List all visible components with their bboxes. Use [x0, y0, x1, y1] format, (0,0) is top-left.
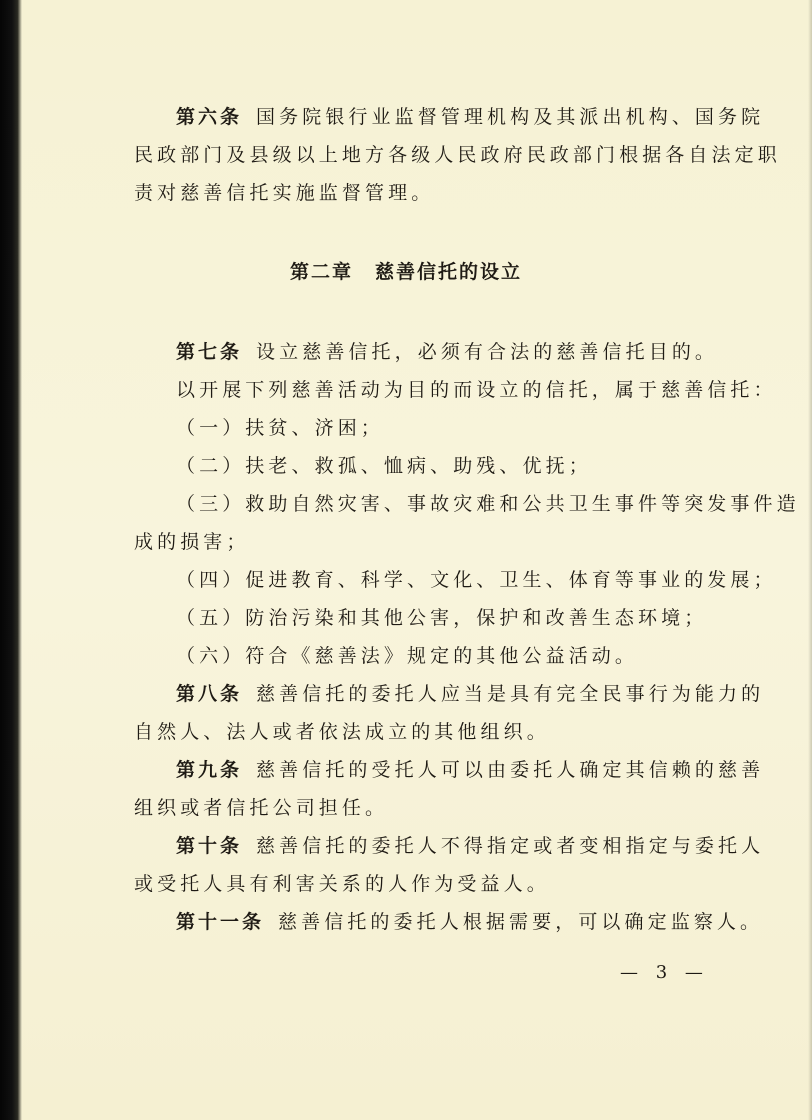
- article-9-heading: 第九条: [176, 759, 243, 781]
- chapter-title: 慈善信托的设立: [375, 261, 523, 283]
- page-number: — 3 —: [620, 962, 709, 983]
- article-7-text: 设立慈善信托，必须有合法的慈善信托目的。: [256, 341, 719, 363]
- list-item-2: （二）扶老、救孤、恤病、助残、优抚；: [176, 455, 592, 477]
- article-10-heading: 第十条: [176, 835, 243, 857]
- list-item-3-cont: 成的损害；: [134, 531, 250, 553]
- article-10-line-2: 或受托人具有利害关系的人作为受益人。: [134, 873, 550, 895]
- article-7-line-2: 以开展下列慈善活动为目的而设立的信托，属于慈善信托：: [176, 379, 777, 401]
- list-item-3: （三）救助自然灾害、事故灾难和公共卫生事件等突发事件造: [176, 493, 800, 515]
- article-8-line-2: 自然人、法人或者依法成立的其他组织。: [134, 721, 550, 743]
- article-7-line-1: [134, 333, 734, 371]
- article-9-line-2: 组织或者信托公司担任。: [134, 797, 389, 819]
- list-item-5: （五）防治污染和其他公害，保护和改善生态环境；: [176, 607, 708, 629]
- article-6-text: 国务院银行业监督管理机构及其派出机构、国务院: [256, 106, 765, 128]
- article-7-heading: 第七条: [176, 341, 243, 363]
- article-8-heading: 第八条: [176, 683, 243, 705]
- list-item-6: （六）符合《慈善法》规定的其他公益活动。: [176, 645, 639, 667]
- scan-right-edge: [808, 0, 812, 1120]
- scan-dark-edge: [0, 0, 22, 1120]
- chapter-number: 第二章: [289, 261, 353, 283]
- chapter-2-body: [134, 333, 800, 941]
- list-item-4: （四）促进教育、科学、文化、卫生、体育等事业的发展；: [176, 569, 777, 591]
- article-8-line-1: [134, 675, 765, 713]
- article-10-text: 慈善信托的委托人不得指定或者变相指定与委托人: [256, 835, 765, 857]
- list-item-1: （一）扶贫、济困；: [176, 417, 384, 439]
- article-10-line-1: [134, 827, 765, 865]
- article-6-heading: 第六条: [176, 106, 243, 128]
- article-6-line-1: [134, 98, 765, 136]
- article-9-line-1: [134, 751, 765, 789]
- article-11-heading: 第十一条: [176, 911, 265, 933]
- article-9-text: 慈善信托的受托人可以由委托人确定其信赖的慈善: [256, 759, 765, 781]
- chapter-heading: [0, 252, 812, 292]
- article-11-line-1: [134, 903, 764, 941]
- article-8-text: 慈善信托的委托人应当是具有完全民事行为能力的: [256, 683, 765, 705]
- article-6-block: [134, 98, 781, 212]
- article-6-line-3: 责对慈善信托实施监督管理。: [134, 182, 435, 204]
- article-11-text: 慈善信托的委托人根据需要，可以确定监察人。: [278, 911, 764, 933]
- article-6-line-2: 民政部门及县级以上地方各级人民政府民政部门根据各自法定职: [134, 144, 781, 166]
